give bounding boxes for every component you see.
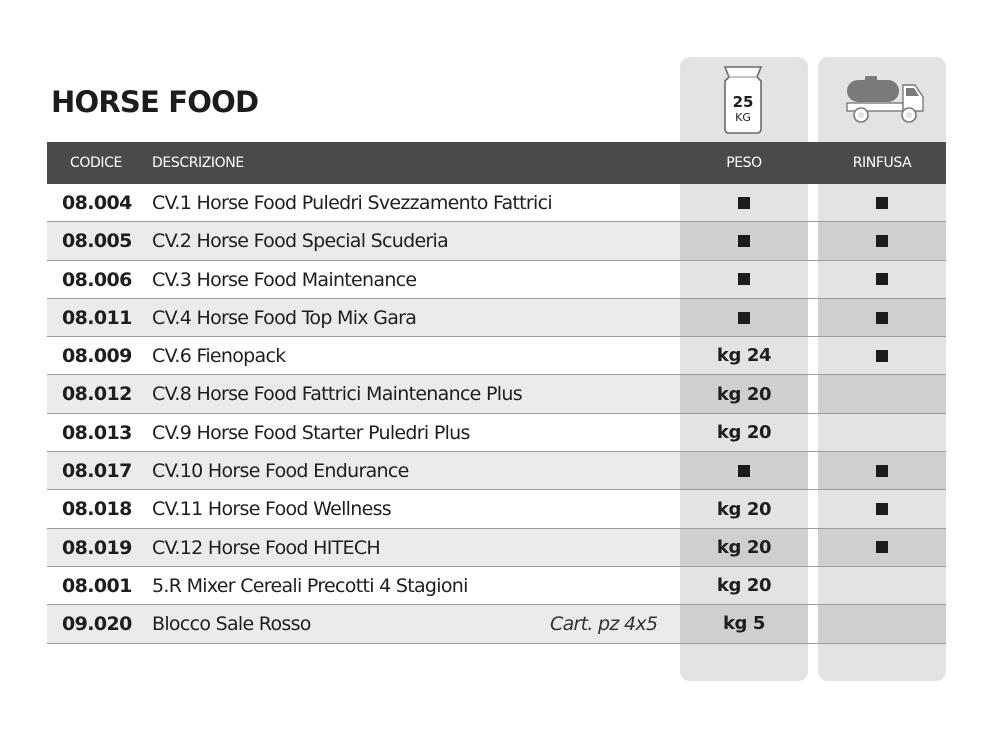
product-code: 08.019 xyxy=(62,536,132,559)
weight-cell xyxy=(680,414,808,451)
product-code: 09.020 xyxy=(62,613,132,636)
row-gap xyxy=(808,529,818,566)
header-bulk: RINFUSA xyxy=(852,155,912,171)
product-description: CV.6 Fienopack xyxy=(152,345,286,368)
product-description: CV.3 Horse Food Maintenance xyxy=(152,268,417,291)
row-gap xyxy=(808,414,818,451)
bulk-cell xyxy=(818,375,946,412)
product-description: CV.1 Horse Food Puledri Svezzamento Fattrici xyxy=(152,192,552,214)
available-square-icon xyxy=(738,273,750,285)
row-gap xyxy=(808,567,818,604)
weight-cell xyxy=(680,261,808,298)
product-code: 08.006 xyxy=(62,268,132,291)
product-description: CV.2 Horse Food Special Scuderia xyxy=(152,230,449,253)
row-gap xyxy=(808,452,818,489)
table-row xyxy=(47,337,946,375)
bulk-cell xyxy=(818,567,946,604)
table-row xyxy=(47,375,946,413)
bulk-cell xyxy=(818,452,946,489)
bag-weight-unit: KG xyxy=(735,111,751,124)
page-title: HORSE FOOD xyxy=(51,85,259,119)
table-row xyxy=(47,567,946,605)
weight-cell xyxy=(680,184,808,221)
product-description: CV.10 Horse Food Endurance xyxy=(152,460,409,483)
weight-value: kg 5 xyxy=(722,613,766,635)
product-code: 08.012 xyxy=(62,383,132,406)
row-gap xyxy=(808,375,818,412)
product-description: CV.9 Horse Food Starter Puledri Plus xyxy=(152,421,470,444)
available-square-icon xyxy=(876,273,888,285)
bulk-cell xyxy=(818,222,946,259)
row-gap xyxy=(808,490,818,527)
row-band xyxy=(47,337,680,374)
bag-25kg-icon xyxy=(722,63,764,135)
available-square-icon xyxy=(876,235,888,247)
weight-cell xyxy=(680,605,808,642)
weight-cell xyxy=(680,529,808,566)
header-weight: PESO xyxy=(726,155,762,171)
weight-cell xyxy=(680,490,808,527)
table-row xyxy=(47,452,946,490)
bulk-cell xyxy=(818,490,946,527)
bulk-cell xyxy=(818,184,946,221)
available-square-icon xyxy=(738,312,750,324)
product-description: CV.12 Horse Food HITECH xyxy=(152,536,380,559)
available-square-icon xyxy=(876,197,888,209)
weight-value: kg 20 xyxy=(716,383,772,405)
available-square-icon xyxy=(876,503,888,515)
product-description: 5.R Mixer Cereali Precotti 4 Stagioni xyxy=(152,574,468,597)
bulk-cell xyxy=(818,261,946,298)
table-row xyxy=(47,605,946,643)
table-row xyxy=(47,184,946,222)
product-code: 08.017 xyxy=(62,460,132,483)
weight-cell xyxy=(680,222,808,259)
available-square-icon xyxy=(738,197,750,209)
weight-cell xyxy=(680,567,808,604)
header-code: CODICE xyxy=(70,155,122,171)
available-square-icon xyxy=(876,541,888,553)
product-code: 08.005 xyxy=(62,230,132,253)
product-code: 08.013 xyxy=(62,421,132,444)
row-gap xyxy=(808,261,818,298)
product-table xyxy=(47,184,946,644)
available-square-icon xyxy=(738,235,750,247)
table-row xyxy=(47,529,946,567)
bulk-cell xyxy=(818,529,946,566)
weight-value: kg 20 xyxy=(716,421,772,443)
row-gap xyxy=(808,337,818,374)
bulk-cell xyxy=(818,605,946,642)
product-description: Blocco Sale Rosso xyxy=(152,613,311,636)
product-description: CV.11 Horse Food Wellness xyxy=(152,498,391,521)
weight-cell xyxy=(680,375,808,412)
weight-value: kg 20 xyxy=(716,536,772,558)
row-gap xyxy=(808,184,818,221)
product-note: Cart. pz 4x5 xyxy=(550,613,658,636)
product-code: 08.011 xyxy=(62,306,132,329)
weight-value: kg 20 xyxy=(716,575,772,597)
table-row xyxy=(47,299,946,337)
product-code: 08.018 xyxy=(62,498,132,521)
bag-weight-number: 25 xyxy=(732,93,754,111)
available-square-icon xyxy=(876,312,888,324)
table-row xyxy=(47,222,946,260)
product-description: CV.8 Horse Food Fattrici Maintenance Plus xyxy=(152,383,522,406)
tanker-truck-icon xyxy=(845,73,925,125)
available-square-icon xyxy=(738,465,750,477)
table-row xyxy=(47,490,946,528)
row-gap xyxy=(808,222,818,259)
header-description: DESCRIZIONE xyxy=(152,155,244,171)
product-code: 08.009 xyxy=(62,345,132,368)
bulk-cell xyxy=(818,299,946,336)
available-square-icon xyxy=(876,465,888,477)
weight-value: kg 20 xyxy=(716,498,772,520)
product-description: CV.4 Horse Food Top Mix Gara xyxy=(152,306,417,329)
product-code: 08.004 xyxy=(62,192,132,214)
bulk-cell xyxy=(818,337,946,374)
weight-cell xyxy=(680,299,808,336)
table-row xyxy=(47,261,946,299)
weight-cell xyxy=(680,452,808,489)
row-gap xyxy=(808,299,818,336)
available-square-icon xyxy=(876,350,888,362)
row-gap xyxy=(808,605,818,642)
weight-cell xyxy=(680,337,808,374)
bulk-cell xyxy=(818,414,946,451)
table-row xyxy=(47,414,946,452)
table-header xyxy=(47,142,946,184)
product-code: 08.001 xyxy=(62,574,132,597)
weight-value: kg 24 xyxy=(716,345,772,367)
